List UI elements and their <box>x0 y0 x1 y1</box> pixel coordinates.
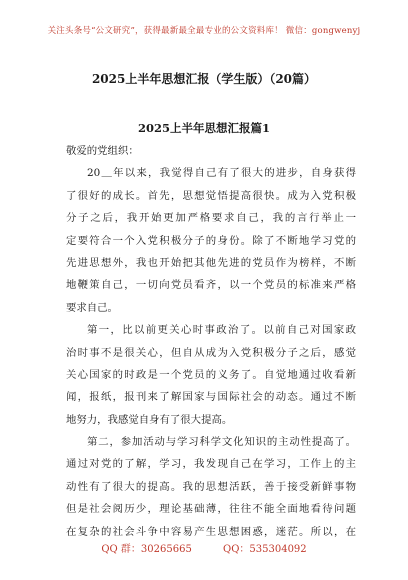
body-line: 在复杂的社会斗争中容易产生思想困惑，迷茫。所以，在 <box>66 525 356 538</box>
body-line: 先进思想外，我也开始把其他先进的党员作为榜样，不断 <box>66 256 356 269</box>
section-title: 2025上半年思想汇报篇1 <box>137 121 270 135</box>
footer-qq-group: QQ 群：30265665 <box>101 544 192 555</box>
body-line: 动性有了很大的提高。我的思想活跃，善于接受新鲜事物 <box>66 480 356 493</box>
document-title: 2025上半年思想汇报（学生版）（20篇） <box>91 72 317 86</box>
body-line: 但是社会阅历少，理论基础薄，往往不能全面地看待问题 <box>66 503 356 516</box>
header-banner: 关注头条号“公文研究”，获得最新最全最专业的公文资料库！ 微信：gongwenyj <box>47 26 361 36</box>
footer-contacts <box>0 540 408 555</box>
salutation: 敬爱的党组织： <box>66 145 139 157</box>
footer-qq: QQ：535304092 <box>223 544 307 555</box>
body-line: 地努力，我感觉自身有了很大提高。 <box>66 413 233 426</box>
body-line: 关心国家的时政是一个党员的义务了。自觉地通过收看新 <box>66 368 356 381</box>
body-line: 定要符合一个入党积极分子的身份。除了不断地学习党的 <box>66 234 356 247</box>
body-text <box>66 140 356 543</box>
body-line: 20＿年以来，我觉得自己有了很大的进步，自身获得 <box>87 167 356 180</box>
body-line: 第二，参加活动与学习科学文化知识的主动性提高了。 <box>87 436 356 449</box>
body-line: 治时事不是很关心，但自从成为入党积极分子之后，感觉 <box>66 346 356 359</box>
body-line: 要求自己。 <box>66 301 118 314</box>
body-line: 分子之后，我开始更加严格要求自己，我的言行举止一 <box>66 212 356 225</box>
body-line: 地鞭策自己，一切向党员看齐，以一个党员的标准来严格 <box>66 279 356 292</box>
body-line: 了很好的成长。首先，思想觉悟提高很快。成为入党积极 <box>66 189 356 202</box>
body-line: 通过对党的了解，学习，我发现自己在学习，工作上的主 <box>66 458 356 471</box>
body-line: 闻，报纸，报刊来了解国家与国际社会的动态。通过不断 <box>66 391 356 404</box>
body-line: 第一，比以前更关心时事政治了。以前自己对国家政 <box>87 324 356 337</box>
